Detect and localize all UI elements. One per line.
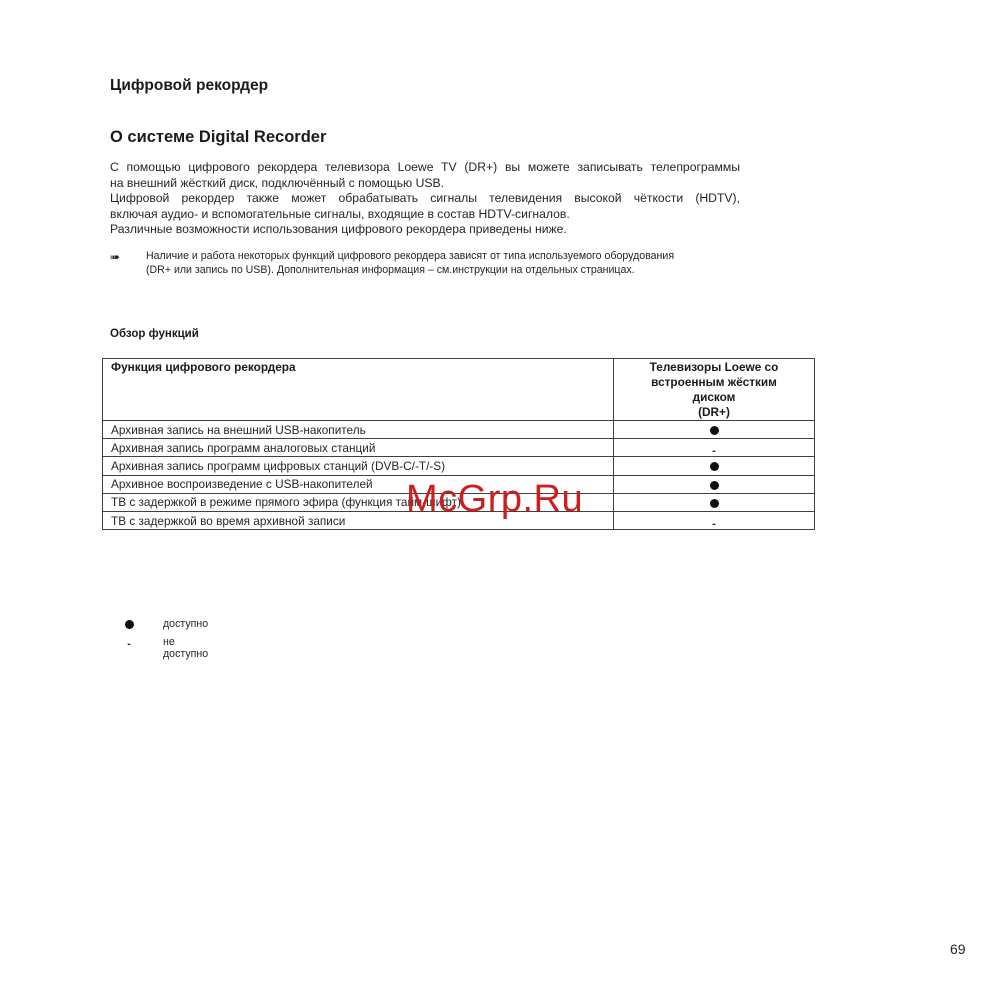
column-header-tv: [614, 359, 815, 421]
legend-available-label: доступно: [163, 618, 209, 630]
column-header-tv-line: встроенным жёстким: [651, 375, 777, 389]
column-header-function: Функция цифрового рекордера: [103, 359, 614, 421]
note-line: Наличие и работа некоторых функций цифрового рекордера зависят от типа используемого оборудования: [146, 250, 675, 262]
intro-line: Цифровой рекордер также может обрабатывать сигналы телевидения высокой чёткости (HDTV),: [110, 191, 740, 205]
dash-icon: -: [127, 638, 131, 650]
feature-name: Архивная запись программ аналоговых станций: [103, 439, 614, 457]
table-row: [103, 439, 815, 457]
arrow-right-icon: ➠: [110, 250, 121, 264]
intro-line: С помощью цифрового рекордера телевизора Loewe TV (DR+) вы можете записывать телепрограммы: [110, 160, 740, 174]
table-row: [103, 421, 815, 439]
overview-title: Обзор функций: [110, 328, 199, 340]
not-available-indicator: [614, 511, 815, 529]
intro-line: включая аудио- и вспомогательные сигналы, входящие в состав HDTV-сигналов.: [110, 206, 570, 221]
column-header-tv-line: (DR+): [698, 405, 730, 419]
available-indicator: [614, 457, 815, 475]
filled-circle-icon: [710, 462, 719, 471]
intro-paragraph: [110, 160, 740, 238]
feature-name: ТВ с задержкой во время архивной записи: [103, 511, 614, 529]
column-header-tv-line: диском: [692, 390, 736, 404]
filled-circle-icon: [710, 481, 719, 490]
legend-not-available-label: не доступно: [163, 636, 209, 660]
section-title: Цифровой рекордер: [110, 77, 269, 94]
page-number: 69: [950, 941, 966, 957]
table-row: [103, 457, 815, 475]
feature-name: Архивная запись на внешний USB-накопитель: [103, 421, 614, 439]
watermark: McGrp.Ru: [406, 478, 584, 520]
feature-name: Архивное воспроизведение с USB-накопителей: [103, 475, 614, 493]
feature-name: Архивная запись программ цифровых станций (DVB-C/-T/-S): [103, 457, 614, 475]
not-available-indicator: [614, 439, 815, 457]
filled-circle-icon: [710, 499, 719, 508]
dash-icon: -: [712, 445, 716, 458]
available-indicator: [614, 421, 815, 439]
subsection-title: О системе Digital Recorder: [110, 128, 327, 146]
filled-circle-icon: [120, 618, 138, 630]
available-indicator: [614, 475, 815, 493]
intro-line: на внешний жёсткий диск, подключённый с помощью USB.: [110, 175, 445, 190]
column-header-tv-line: Телевизоры Loewe со: [649, 360, 779, 374]
filled-circle-icon: [710, 426, 719, 435]
dash-icon: -: [712, 517, 716, 530]
note-line: (DR+ или запись по USB). Дополнительная информация – см.инструкции на отдельных страницах.: [146, 263, 635, 276]
note-text: [146, 250, 746, 277]
feature-name: ТВ с задержкой в режиме прямого эфира (функция тайм-шифт): [103, 493, 614, 511]
available-indicator: [614, 493, 815, 511]
table-header-row: [103, 359, 815, 421]
intro-line: Различные возможности использования цифрового рекордера приведены ниже.: [110, 222, 567, 236]
